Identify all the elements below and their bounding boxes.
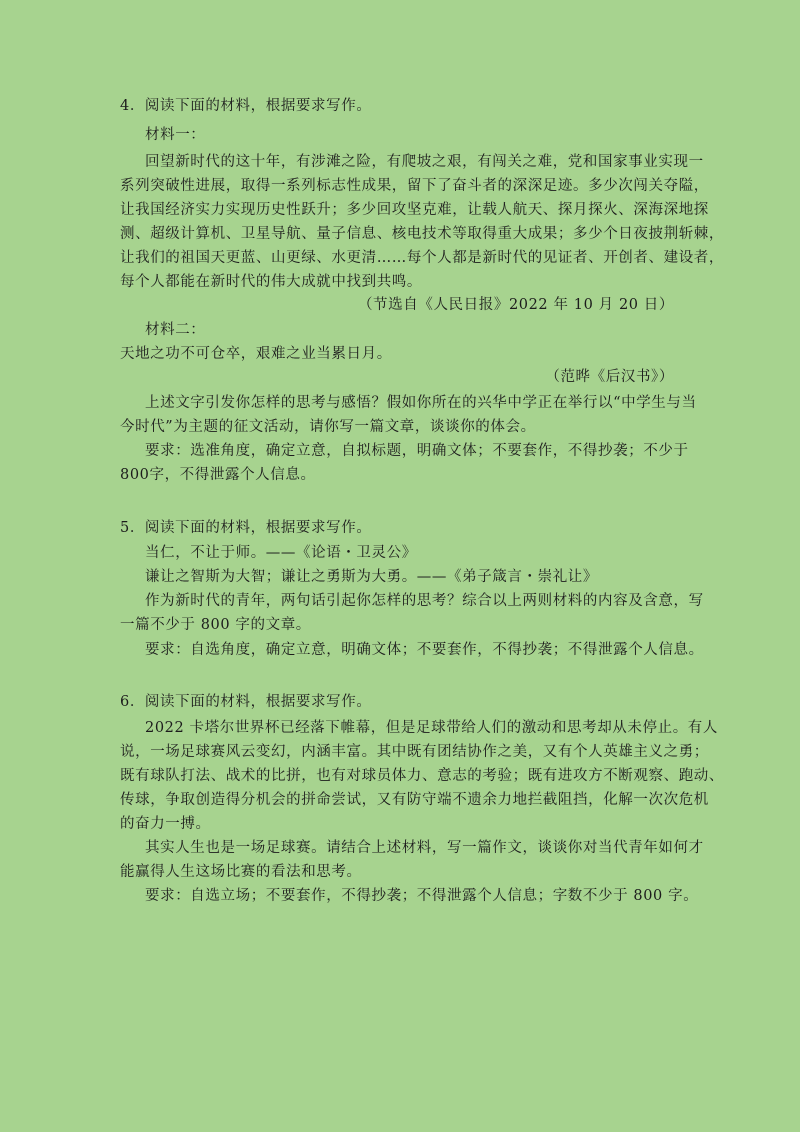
q4-material1-line: 让我们的祖国天更蓝、山更绿、水更清……每个人都是新时代的见证者、开创者、建设者， bbox=[120, 250, 724, 266]
q6-material-line: 2022 卡塔尔世界杯已经落下帷幕，但是足球带给人们的激动和思考却从未停止。有人 bbox=[145, 720, 719, 736]
q4-prompt-line: 今时代”为主题的征文活动，请你写一篇文章，谈谈你的体会。 bbox=[120, 419, 536, 435]
q4-heading: 4．阅读下面的材料，根据要求写作。 bbox=[120, 98, 372, 114]
q4-material1-line: 测、超级计算机、卫星导航、量子信息、核电技术等取得重大成果；多少个日夜披荆斩棘， bbox=[120, 226, 724, 242]
q6-material-line: 的奋力一搏。 bbox=[120, 816, 211, 832]
q6-prompt-line: 能赢得人生这场比赛的看法和思考。 bbox=[120, 864, 362, 880]
q6-requirement: 要求：自选立场；不要套作，不得抄袭；不得泄露个人信息；字数不少于 800 字。 bbox=[145, 888, 699, 904]
q6-material-line: 说，一场足球赛风云变幻，内涵丰富。其中既有团结协作之美，又有个人英雄主义之勇； bbox=[120, 744, 709, 760]
q4-material2-label: 材料二： bbox=[145, 322, 206, 338]
q4-material1-line: 让我国经济实力实现历史性跃升；多少回攻坚克难，让载人航天、探月探火、深海深地探 bbox=[120, 202, 709, 218]
q4-material2-text: 天地之功不可仓卒，艰难之业当累日月。 bbox=[120, 346, 392, 362]
q4-prompt-line: 上述文字引发你怎样的思考与感悟？假如你所在的兴华中学正在举行以“中学生与当 bbox=[145, 395, 697, 411]
q5-prompt-line: 一篇不少于 800 字的文章。 bbox=[120, 617, 311, 633]
q5-quote: 当仁，不让于师。——《论语・卫灵公》 bbox=[145, 545, 417, 561]
q6-prompt-line: 其实人生也是一场足球赛。请结合上述材料，写一篇作文，谈谈你对当代青年如何才 bbox=[145, 840, 704, 856]
q6-heading: 6．阅读下面的材料，根据要求写作。 bbox=[120, 694, 372, 710]
q4-material1-line: 每个人都能在新时代的伟大成就中找到共鸣。 bbox=[120, 274, 422, 290]
q4-material1-line: 系列突破性进展，取得一系列标志性成果，留下了奋斗者的深深足迹。多少次闯关夺隘， bbox=[120, 178, 709, 194]
q4-requirement-line: 要求：选准角度，确定立意，自拟标题，明确文体；不要套作，不得抄袭；不少于 bbox=[145, 443, 689, 459]
q5-quote: 谦让之智斯为大智；谦让之勇斯为大勇。——《弟子箴言・崇礼让》 bbox=[145, 569, 598, 585]
q4-requirement-line: 800字，不得泄露个人信息。 bbox=[120, 467, 316, 483]
q4-material1-line: 回望新时代的这十年，有涉滩之险，有爬坡之艰，有闯关之难，党和国家事业实现一 bbox=[145, 154, 704, 170]
q5-requirement: 要求：自选角度，确定立意，明确文体；不要套作，不得抄袭；不得泄露个人信息。 bbox=[145, 642, 704, 658]
q5-prompt-line: 作为新时代的青年，两句话引起你怎样的思考？综合以上两则材料的内容及含意，写 bbox=[145, 593, 704, 609]
q4-material1-label: 材料一： bbox=[145, 127, 206, 143]
q6-material-line: 传球，争取创造得分机会的拼命尝试，又有防守端不遗余力地拦截阻挡，化解一次次危机 bbox=[120, 792, 709, 808]
q6-material-line: 既有球队打法、战术的比拼，也有对球员体力、意志的考验；既有进攻方不断观察、跑动、 bbox=[120, 768, 724, 784]
q4-material1-source: （节选自《人民日报》2022 年 10 月 20 日） bbox=[357, 297, 674, 313]
q5-heading: 5．阅读下面的材料，根据要求写作。 bbox=[120, 520, 372, 536]
q4-material2-source: （范晔《后汉书》） bbox=[545, 369, 674, 385]
